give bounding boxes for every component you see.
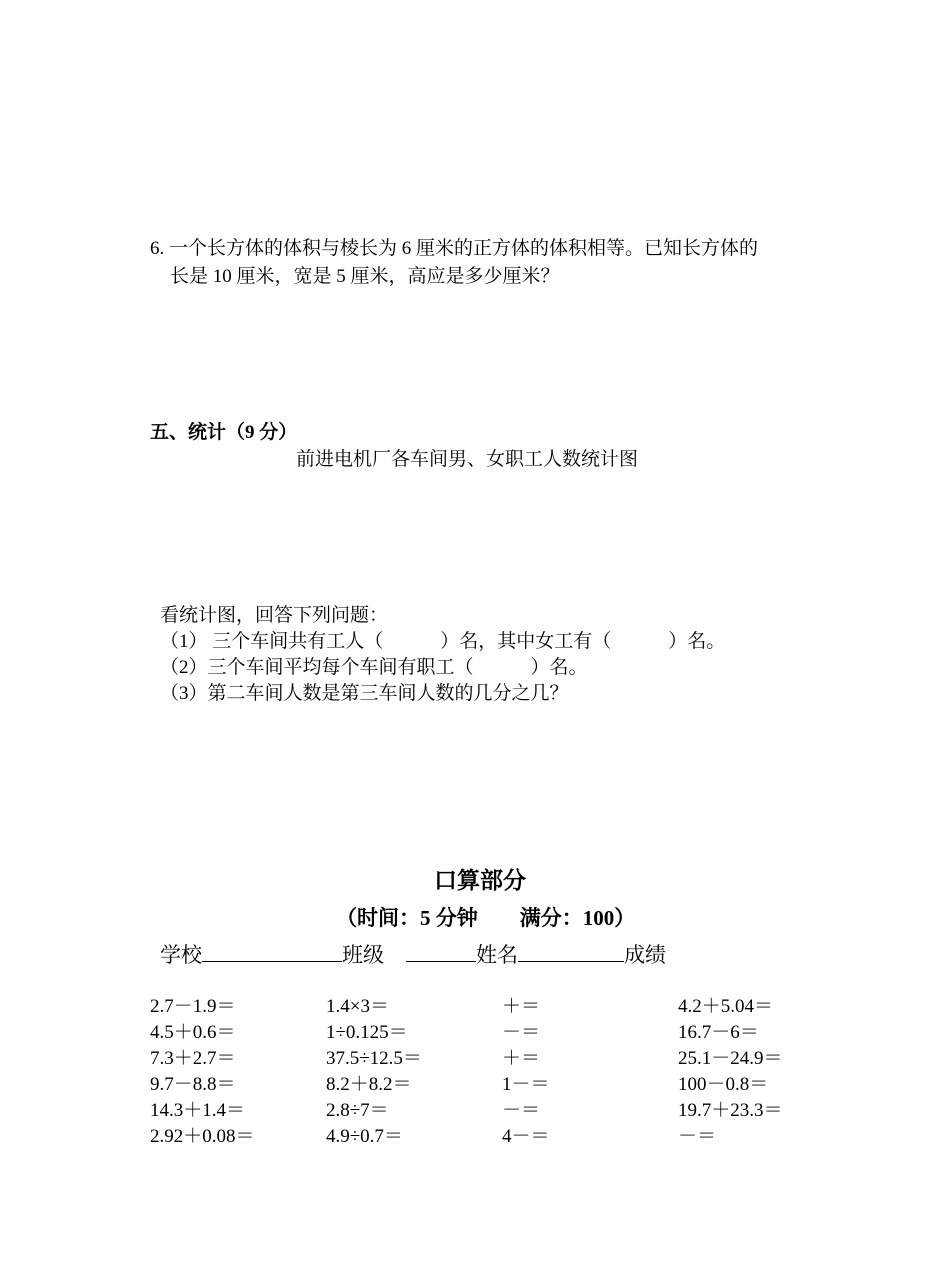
problem: 9.7－8.8＝ — [150, 1074, 236, 1095]
problem: －＝ — [502, 1100, 541, 1121]
problem: 25.1－24.9＝ — [678, 1048, 783, 1069]
problem-row — [150, 994, 850, 1020]
problem: －＝ — [502, 1022, 541, 1043]
problem-row — [150, 1020, 850, 1046]
oral-title: 口算部分 — [434, 868, 526, 893]
question-6-line-1: 6. 一个长方体的体积与棱长为 6 厘米的正方体的体积相等。已知长方体的 — [150, 238, 759, 259]
problem: ＋＝ — [502, 1048, 541, 1069]
section-5-heading: 五、统计（9 分） — [150, 422, 298, 443]
problem: －＝ — [678, 1126, 717, 1147]
score-label: 成绩 — [624, 943, 666, 967]
stat-intro: 看统计图，回答下列问题： — [160, 605, 389, 626]
stat-question-2: （2）三个车间平均每个车间有职工（ ）名。 — [160, 657, 588, 678]
problem: 4.2＋5.04＝ — [678, 996, 774, 1017]
question-6-line-2: 长是 10 厘米，宽是 5 厘米，高应是多少厘米？ — [170, 266, 560, 287]
problem: 100－0.8＝ — [678, 1074, 769, 1095]
problem: 16.7－6＝ — [678, 1022, 759, 1043]
problem: 2.7－1.9＝ — [150, 996, 236, 1017]
stat-question-1: （1） 三个车间共有工人（ ）名，其中女工有（ ）名。 — [160, 631, 726, 652]
class-blank[interactable] — [406, 941, 476, 962]
class-label: 班级 — [342, 943, 384, 967]
problem-row — [150, 1046, 850, 1072]
problem: 14.3＋1.4＝ — [150, 1100, 246, 1121]
problem: 2.92＋0.08＝ — [150, 1126, 255, 1147]
problem: 4－＝ — [502, 1126, 550, 1147]
problem: 4.5＋0.6＝ — [150, 1022, 236, 1043]
oral-subtitle: （时间：5 分钟 满分：100） — [336, 906, 636, 930]
problem: 2.8÷7＝ — [326, 1100, 389, 1121]
problem: 37.5÷12.5＝ — [326, 1048, 422, 1069]
oral-problem-grid — [150, 994, 850, 1150]
student-info-line — [160, 940, 666, 970]
problem: 1－＝ — [502, 1074, 550, 1095]
school-label: 学校 — [160, 943, 202, 967]
chart-title: 前进电机厂各车间男、女职工人数统计图 — [296, 449, 639, 470]
name-blank[interactable] — [518, 941, 624, 962]
problem: 4.9÷0.7＝ — [326, 1126, 403, 1147]
school-blank[interactable] — [202, 941, 342, 962]
name-label: 姓名 — [476, 943, 518, 967]
problem: 1.4×3＝ — [326, 996, 389, 1017]
stat-question-3: （3）第二车间人数是第三车间人数的几分之几？ — [160, 683, 569, 704]
problem-row — [150, 1124, 850, 1150]
problem: 7.3＋2.7＝ — [150, 1048, 236, 1069]
problem: 8.2＋8.2＝ — [326, 1074, 412, 1095]
problem: 19.7＋23.3＝ — [678, 1100, 783, 1121]
problem-row — [150, 1098, 850, 1124]
problem: 1÷0.125＝ — [326, 1022, 408, 1043]
problem: ＋＝ — [502, 996, 541, 1017]
problem-row — [150, 1072, 850, 1098]
